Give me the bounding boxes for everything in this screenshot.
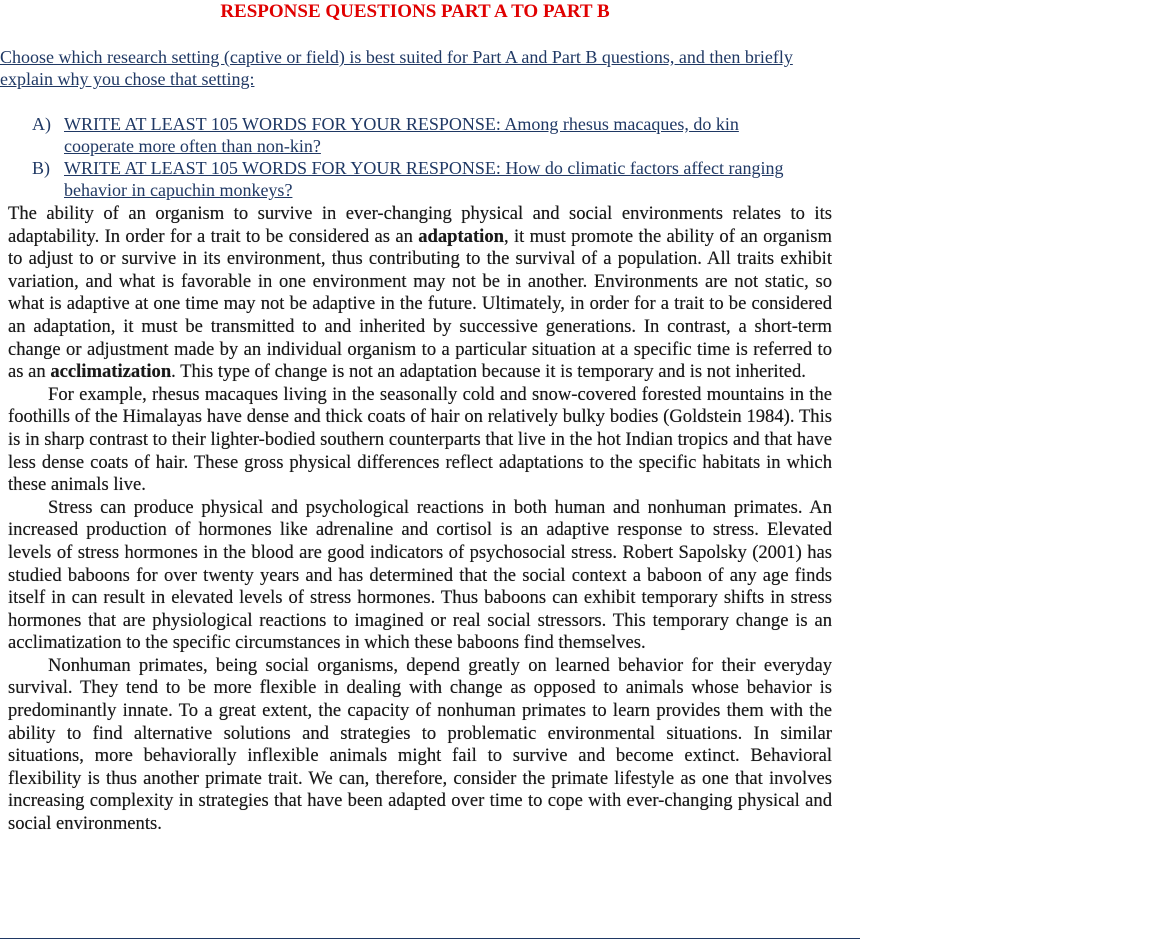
question-a — [32, 113, 812, 157]
term-adaptation: adaptation — [418, 225, 504, 247]
instructions — [0, 46, 810, 90]
question-b-letter: B) — [32, 158, 50, 178]
passage-paragraph-1 — [8, 203, 832, 384]
page-title: RESPONSE QUESTIONS PART A TO PART B — [220, 1, 610, 22]
question-a-letter: A) — [32, 114, 51, 134]
bottom-divider — [0, 938, 860, 939]
question-b-text: WRITE AT LEAST 105 WORDS FOR YOUR RESPONSE: How do climatic factors affect ranging behavior in capuchin monkeys? — [64, 158, 784, 200]
p1-part-e: . This type of change is not an adaptation because it is temporary and is not inherited. — [171, 361, 806, 383]
p1-part-a: The ability of an organism to survive in ever-changing physical and social environments relates to its adaptability. In order for a trait to be considered as an — [8, 203, 832, 247]
passage-paragraph-4: Nonhuman primates, being social organisms, depend greatly on learned behavior for their everyday survival. They tend to be more flexible in dealing with change as opposed to animals whose behavior is predominantly innate. To a great extent, the capacity of nonhuman primates to learn provides them with the ability to find alternative solutions and strategies to problematic environmental situations. In similar situations, more behaviorally inflexible animals might fail to survive and become extinct. Behavioral flexibility is thus another primate trait. We can, therefore, consider the primate lifestyle as one that involves increasing complexity in strategies that have been adapted over time to cope with ever-changing physical and social environments. — [8, 654, 832, 835]
passage-paragraph-2: For example, rhesus macaques living in the seasonally cold and snow-covered forested mountains in the foothills of the Himalayas have dense and thick coats of hair on relatively bulky bodies (Goldstein 1984). This is in sharp contrast to their lighter-bodied southern counterparts that live in the hot Indian tropics and that have less dense coats of hair. These gross physical differences reflect adaptations to the specific habitats in which these animals live. — [8, 383, 832, 496]
textbook-passage — [8, 203, 832, 836]
term-acclimatization: acclimatization — [50, 361, 172, 383]
passage-paragraph-3: Stress can produce physical and psychological reactions in both human and nonhuman primates. An increased production of hormones like adrenaline and cortisol is an adaptive response to stress. Elevated levels of stress hormones in the blood are good indicators of psychosocial stress. Robert Sapolsky (2001) has studied baboons for over twenty years and has determined that the social context a baboon of any age finds itself in can result in elevated levels of stress hormones. Thus baboons can exhibit temporary shifts in stress hormones that are physiological reactions to imagined or real social stressors. This temporary change is an acclimatization to the specific circumstances in which these baboons find themselves. — [8, 496, 832, 654]
question-b — [32, 157, 812, 201]
question-a-text: WRITE AT LEAST 105 WORDS FOR YOUR RESPONSE: Among rhesus macaques, do kin cooperate more often than non-kin? — [64, 114, 739, 156]
p1-part-c: , it must promote the ability of an organism to adjust to or survive in its environment, thus contributing to the survival of a population. All traits exhibit variation, and what is favorable in one environment may not be in another. Environments are not static, so what is adaptive at one time may not be adaptive in the future. Ultimately, in order for a trait to be considered an adaptation, it must be transmitted to and inherited by successive generations. In contrast, a short-term change or adjustment made by an individual organism to a particular situation at a specific time is referred to as an — [8, 225, 832, 383]
instructions-text: Choose which research setting (captive or field) is best suited for Part A and Part B questions, and then briefly explain why you chose that setting: — [0, 47, 793, 89]
question-list — [32, 113, 812, 201]
